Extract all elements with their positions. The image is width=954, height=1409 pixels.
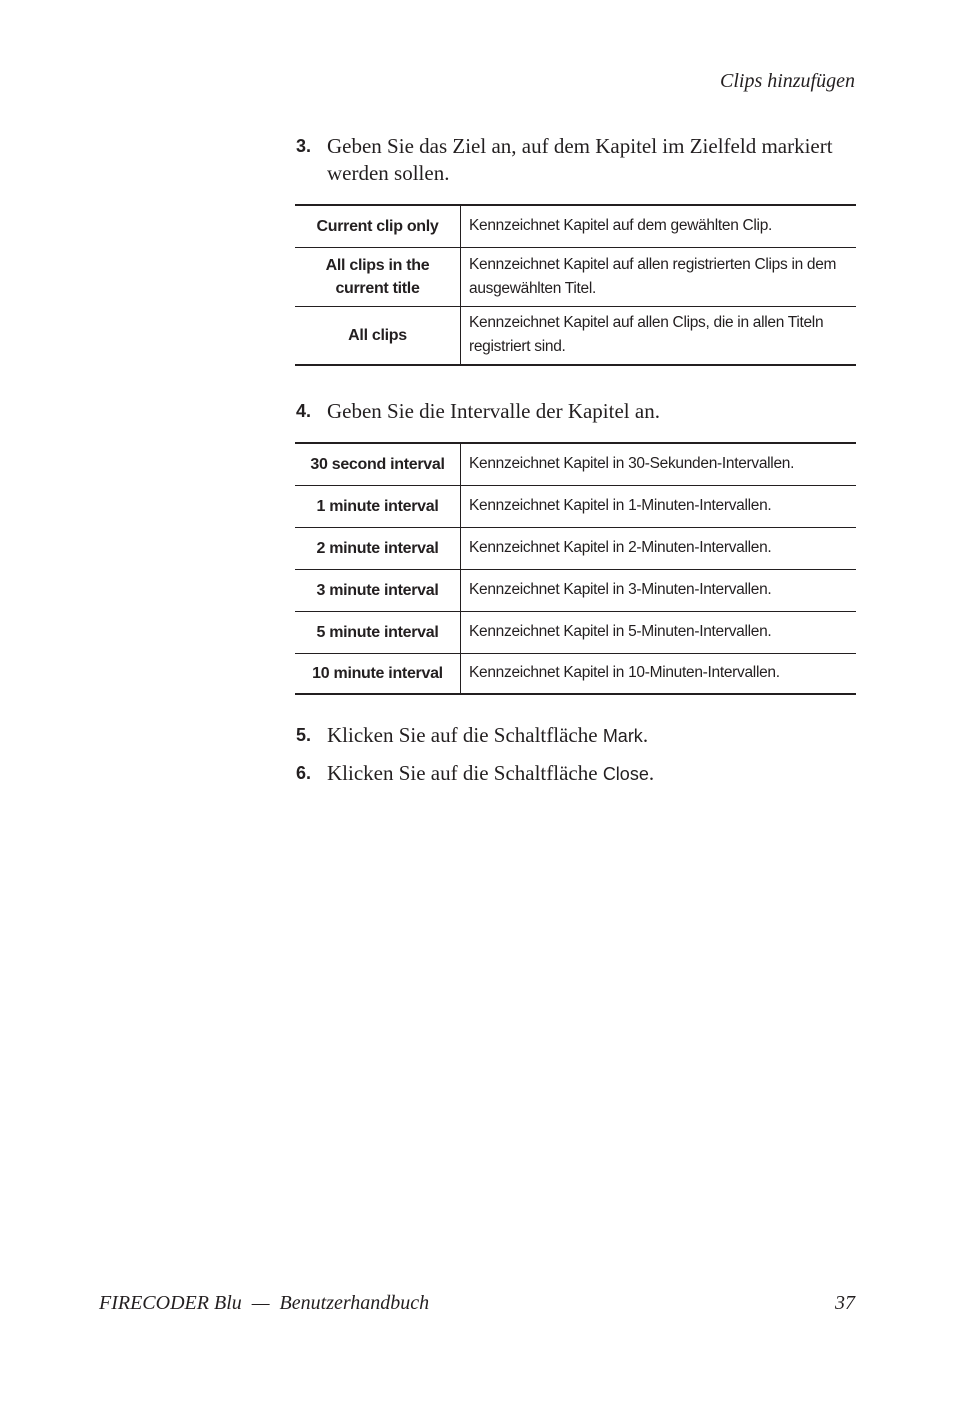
table-row (295, 443, 856, 485)
step-text-end: . (642, 723, 649, 747)
option-description: Kennzeichnet Kapitel auf dem gewählten Clip. (461, 205, 857, 247)
table-row (295, 205, 856, 247)
table-row (295, 569, 856, 611)
option-term: 3 minute interval (295, 569, 461, 611)
option-description: Kennzeichnet Kapitel in 5-Minuten-Intervallen. (461, 611, 857, 653)
step-number: 4. (296, 401, 312, 421)
step-text-prefix: Klicken Sie auf die Schaltfläche (327, 723, 603, 747)
option-term: 30 second interval (295, 443, 461, 485)
mark-button-term: Mark (602, 726, 643, 746)
step-text: Geben Sie die Intervalle der Kapitel an. (327, 399, 660, 423)
step-text-prefix: Klicken Sie auf die Schaltfläche (327, 761, 603, 785)
option-term: Current clip only (295, 205, 461, 247)
option-term: 2 minute interval (295, 527, 461, 569)
footer-title (99, 1292, 429, 1315)
option-description: Kennzeichnet Kapitel in 1-Minuten-Intervallen. (461, 485, 857, 527)
table-row (295, 485, 856, 527)
option-term: All clips in the current title (295, 247, 461, 306)
table-row (295, 611, 856, 653)
close-button-term: Close (602, 764, 649, 784)
step-text (327, 722, 856, 750)
step-text (327, 760, 856, 788)
option-term: 5 minute interval (295, 611, 461, 653)
table-row (295, 247, 856, 306)
page-number: 37 (835, 1292, 855, 1314)
option-description: Kennzeichnet Kapitel auf allen registrierten Clips in dem ausgewählten Titel. (461, 247, 857, 306)
option-description: Kennzeichnet Kapitel in 2-Minuten-Intervallen. (461, 527, 857, 569)
option-term: All clips (295, 306, 461, 365)
interval-options-table (295, 442, 856, 695)
step-5 (296, 722, 856, 750)
option-description: Kennzeichnet Kapitel in 3-Minuten-Intervallen. (461, 569, 857, 611)
running-header: Clips hinzufügen (719, 70, 855, 92)
step-text: Geben Sie das Ziel an, auf dem Kapitel im Zielfeld markiert werden sollen. (327, 134, 833, 185)
option-term: 10 minute interval (295, 653, 461, 694)
option-description: Kennzeichnet Kapitel in 10-Minuten-Intervallen. (469, 664, 780, 682)
footer-product: FIRECODER Blu (99, 1292, 242, 1314)
step-4 (296, 398, 856, 425)
step-3 (296, 133, 856, 187)
step-number: 3. (296, 136, 312, 156)
step-6 (296, 760, 856, 788)
table-row (295, 306, 856, 365)
step-text-end: . (648, 761, 655, 785)
table-row (295, 527, 856, 569)
footer-separator: — (251, 1292, 270, 1314)
table-row (295, 653, 856, 694)
target-options-table (295, 204, 856, 366)
option-term: 1 minute interval (295, 485, 461, 527)
step-number: 6. (296, 763, 312, 783)
option-description: Kennzeichnet Kapitel auf allen Clips, die in allen Titeln registriert sind. (469, 314, 824, 356)
step-number: 5. (296, 725, 312, 745)
option-description: Kennzeichnet Kapitel in 30-Sekunden-Intervallen. (461, 443, 857, 485)
footer-manual: Benutzerhandbuch (279, 1292, 430, 1314)
